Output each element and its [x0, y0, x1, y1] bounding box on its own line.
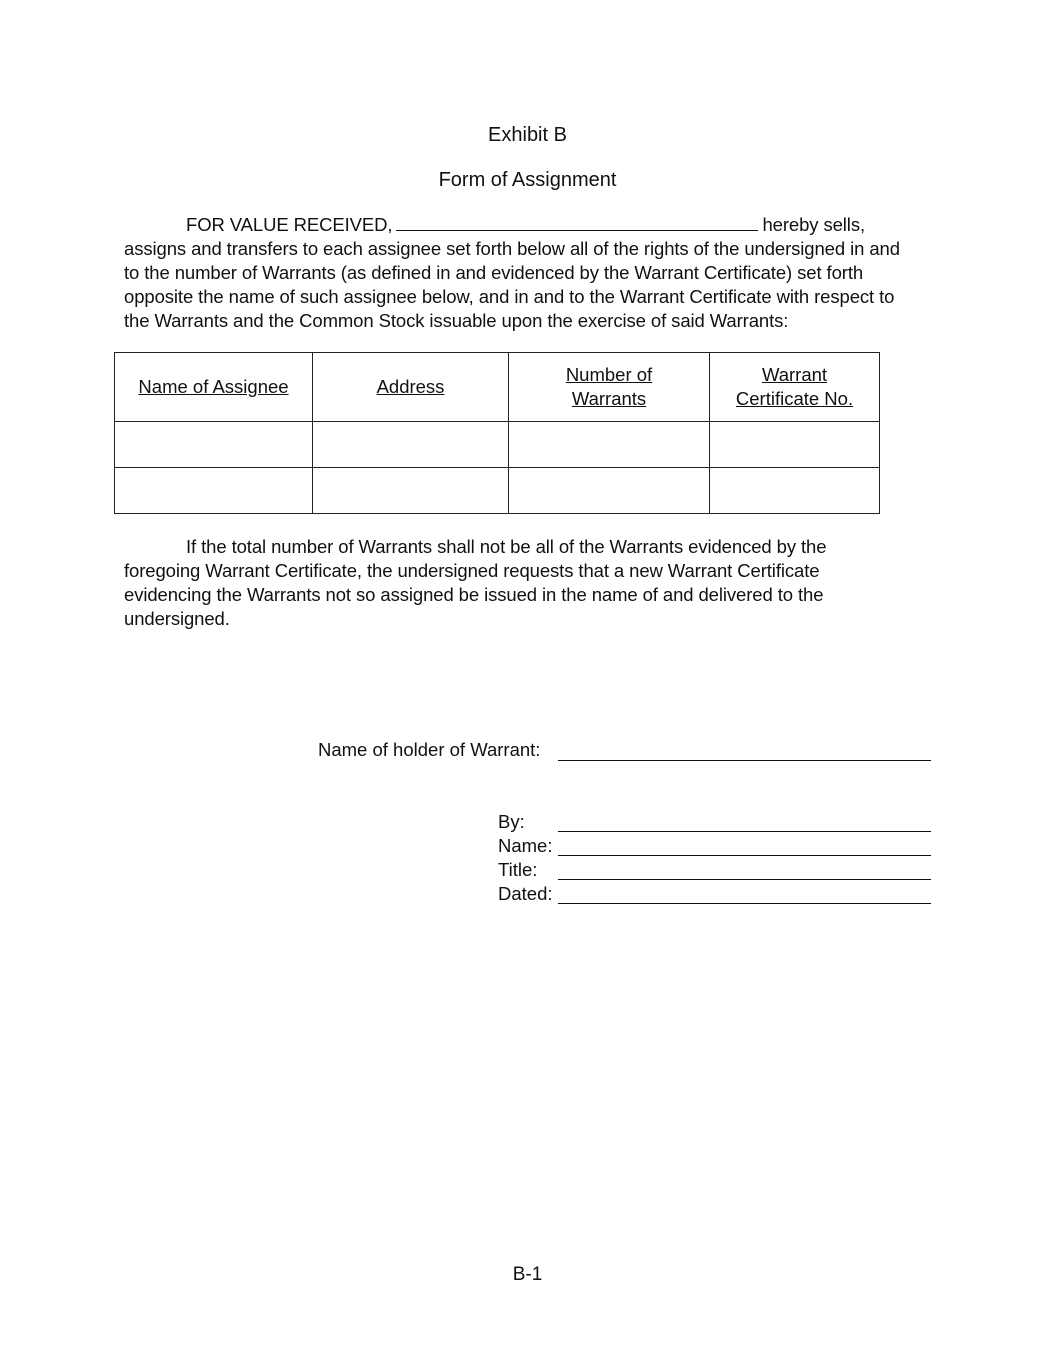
- page-number: B-1: [512, 1264, 543, 1285]
- header-text: Certificate No.: [735, 388, 854, 409]
- paragraph-line: opposite the name of such assignee below, and in and to the Warrant Certificate with respect to: [124, 286, 895, 307]
- holder-name-line[interactable]: [558, 760, 931, 761]
- table-cell[interactable]: [710, 468, 880, 514]
- paragraph-line: undersigned.: [124, 608, 230, 629]
- for-value-received-text: FOR VALUE RECEIVED,: [186, 214, 393, 235]
- header-text: Address: [376, 376, 445, 397]
- paragraph-line: foregoing Warrant Certificate, the undersigned requests that a new Warrant Certificate: [124, 560, 820, 581]
- column-header-address: [313, 353, 509, 422]
- paragraph-line: the Warrants and the Common Stock issuable upon the exercise of said Warrants:: [124, 310, 789, 331]
- header-text: Warrant: [761, 364, 828, 385]
- paragraph-line: [124, 535, 924, 559]
- table-cell[interactable]: [509, 468, 710, 514]
- column-header-number-of-warrants: [509, 353, 710, 422]
- paragraph-line: assigns and transfers to each assignee set forth below all of the rights of the undersigned in and: [124, 238, 900, 259]
- paragraph-line-text: If the total number of Warrants shall not be all of the Warrants evidenced by the: [186, 536, 827, 557]
- form-title: Form of Assignment: [438, 169, 617, 191]
- name-label: Name:: [498, 835, 553, 856]
- exhibit-title: Exhibit B: [488, 124, 567, 146]
- table-cell[interactable]: [115, 468, 313, 514]
- header-text: Number of: [565, 364, 653, 385]
- assignor-blank-line: [396, 214, 758, 231]
- table-cell[interactable]: [313, 468, 509, 514]
- dated-label: Dated:: [498, 883, 553, 904]
- table-header-row: [115, 353, 880, 422]
- assignment-paragraph: [124, 213, 924, 333]
- header-text: Name of Assignee: [138, 376, 289, 397]
- table-cell[interactable]: [509, 422, 710, 468]
- hereby-sells-text: hereby sells,: [762, 214, 866, 235]
- header-text: Warrants: [571, 388, 647, 409]
- table-row: [115, 468, 880, 514]
- dated-line[interactable]: [558, 903, 931, 904]
- paragraph-line: evidencing the Warrants not so assigned be issued in the name of and delivered to the: [124, 584, 824, 605]
- name-line[interactable]: [558, 855, 931, 856]
- title-line[interactable]: [558, 879, 931, 880]
- column-header-warrant-certificate-no: [710, 353, 880, 422]
- title-label: Title:: [498, 859, 538, 880]
- paragraph-first-line: [124, 213, 924, 237]
- table-cell[interactable]: [710, 422, 880, 468]
- by-signature-line[interactable]: [558, 831, 931, 832]
- by-label: By:: [498, 811, 525, 832]
- column-header-name-of-assignee: [115, 353, 313, 422]
- new-certificate-paragraph: [124, 535, 924, 631]
- table-cell[interactable]: [115, 422, 313, 468]
- holder-name-label: Name of holder of Warrant:: [318, 739, 541, 760]
- table-cell[interactable]: [313, 422, 509, 468]
- assignee-table: [114, 352, 880, 514]
- table-row: [115, 422, 880, 468]
- paragraph-line: to the number of Warrants (as defined in and evidenced by the Warrant Certificate) set forth: [124, 262, 864, 283]
